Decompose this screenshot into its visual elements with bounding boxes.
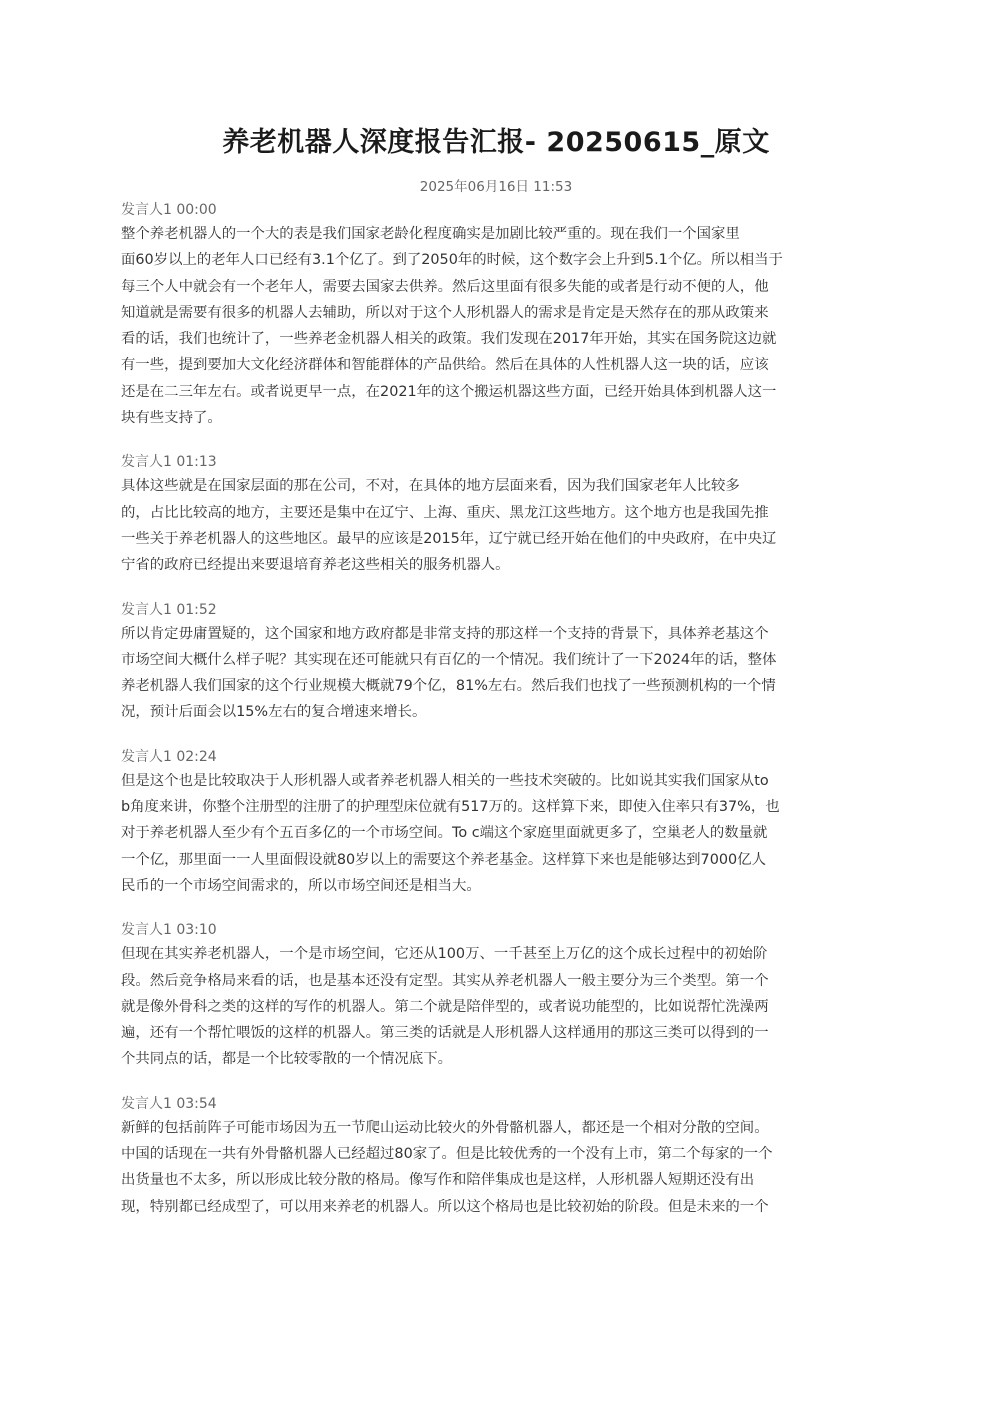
paragraph-line: 一个亿，那里面一一人里面假设就80岁以上的需要这个养老基金。这样算下来也是能够达到7000亿人 bbox=[121, 851, 766, 868]
paragraph-line: 中国的话现在一共有外骨骼机器人已经超过80家了。但是比较优秀的一个没有上市，第二个每家的一个 bbox=[121, 1146, 773, 1163]
paragraph-line: 面60岁以上的老年人口已经有3.1个亿了。到了2050年的时候，这个数字会上升到5.1个亿。所以相当于 bbox=[121, 252, 783, 269]
paragraph-line: 宁省的政府已经提出来要退培育养老这些相关的服务机器人。 bbox=[121, 557, 510, 574]
transcript-body bbox=[121, 199, 873, 1240]
speaker-timestamp: 发言人1 03:10 bbox=[121, 922, 217, 939]
paragraph-line: 就是像外骨科之类的这样的写作的机器人。第二个就是陪伴型的，或者说功能型的，比如说帮忙洗澡两 bbox=[121, 998, 769, 1015]
speaker-timestamp: 发言人1 02:24 bbox=[121, 748, 217, 765]
transcript-paragraph bbox=[121, 941, 873, 1072]
paragraph-line: 但现在其实养老机器人，一个是市场空间，它还从100万、一千甚至上万亿的这个成长过程中的初始阶 bbox=[121, 946, 768, 963]
paragraph-line: 具体这些就是在国家层面的那在公司，不对，在具体的地方层面来看，因为我们国家老年人比较多 bbox=[121, 478, 740, 495]
transcript-section bbox=[121, 746, 873, 899]
paragraph-line: 所以肯定毋庸置疑的，这个国家和地方政府都是非常支持的那这样一个支持的背景下，具体养老基这个 bbox=[121, 625, 769, 642]
paragraph-line: 出货量也不太多，所以形成比较分散的格局。像写作和陪伴集成也是这样，人形机器人短期还没有出 bbox=[121, 1172, 755, 1189]
paragraph-line: 有一些，提到要加大文化经济群体和智能群体的产品供给。然后在具体的人性机器人这一块的话，应该 bbox=[121, 357, 769, 374]
paragraph-line: 新鲜的包括前阵子可能市场因为五一节爬山运动比较火的外骨骼机器人，都还是一个相对分散的空间。 bbox=[121, 1119, 769, 1136]
transcript-paragraph bbox=[121, 621, 873, 726]
document-title: 养老机器人深度报告汇报- 20250615_原文 bbox=[222, 127, 770, 158]
speaker-timestamp: 发言人1 01:52 bbox=[121, 601, 217, 618]
transcript-section bbox=[121, 199, 873, 431]
document-date: 2025年06月16日 11:53 bbox=[419, 179, 573, 195]
transcript-paragraph bbox=[121, 768, 873, 899]
paragraph-line: 整个养老机器人的一个大的表是我们国家老龄化程度确实是加剧比较严重的。现在我们一个国家里 bbox=[121, 226, 740, 242]
paragraph-line: 况，预计后面会以15%左右的复合增速来增长。 bbox=[121, 704, 427, 721]
transcript-paragraph bbox=[121, 1115, 873, 1220]
transcript-paragraph bbox=[121, 473, 873, 578]
speaker-timestamp: 发言人1 00:00 bbox=[121, 202, 217, 218]
transcript-section bbox=[121, 919, 873, 1072]
paragraph-line: 对于养老机器人至少有个五百多亿的一个市场空间。To c端这个家庭里面就更多了，空巢老人的数量就 bbox=[121, 825, 768, 842]
paragraph-line: 个共同点的话，都是一个比较零散的一个情况底下。 bbox=[121, 1051, 452, 1068]
paragraph-line: 块有些支持了。 bbox=[121, 410, 222, 427]
paragraph-line: 养老机器人我们国家的这个行业规模大概就79个亿，81%左右。然后我们也找了一些预测机构的一个情 bbox=[121, 678, 776, 695]
transcript-paragraph bbox=[121, 221, 873, 431]
speaker-timestamp: 发言人1 03:54 bbox=[121, 1095, 217, 1112]
transcript-section bbox=[121, 451, 873, 578]
paragraph-line: 民币的一个市场空间需求的，所以市场空间还是相当大。 bbox=[121, 877, 481, 894]
paragraph-line: 市场空间大概什么样子呢？其实现在还可能就只有百亿的一个情况。我们统计了一下2024年的话，整体 bbox=[121, 651, 777, 668]
paragraph-line: 段。然后竞争格局来看的话，也是基本还没有定型。其实从养老机器人一般主要分为三个类型。第一个 bbox=[121, 972, 769, 989]
transcript-section bbox=[121, 599, 873, 726]
paragraph-line: 知道就是需要有很多的机器人去辅助，所以对于这个人形机器人的需求是肯定是天然存在的那从政策来 bbox=[121, 304, 769, 321]
transcript-section bbox=[121, 1093, 873, 1220]
paragraph-line: 看的话，我们也统计了，一些养老金机器人相关的政策。我们发现在2017年开始，其实在国务院这边就 bbox=[121, 331, 777, 348]
paragraph-line: 但是这个也是比较取决于人形机器人或者养老机器人相关的一些技术突破的。比如说其实我们国家从to bbox=[121, 772, 769, 789]
paragraph-line: 还是在二三年左右。或者说更早一点，在2021年的这个搬运机器这些方面，已经开始具体到机器人这一 bbox=[121, 383, 777, 400]
paragraph-line: 现，特别都已经成型了，可以用来养老的机器人。所以这个格局也是比较初始的阶段。但是未来的一个 bbox=[121, 1198, 769, 1215]
speaker-timestamp: 发言人1 01:13 bbox=[121, 454, 217, 471]
paragraph-line: b角度来讲，你整个注册型的注册了的护理型床位就有517万的。这样算下来，即使入住率只有37%，也 bbox=[121, 799, 780, 816]
paragraph-line: 每三个人中就会有一个老年人，需要去国家去供养。然后这里面有很多失能的或者是行动不便的人，他 bbox=[121, 278, 769, 295]
paragraph-line: 一些关于养老机器人的这些地区。最早的应该是2015年，辽宁就已经开始在他们的中央政府，在中央辽 bbox=[121, 530, 777, 547]
paragraph-line: 遍，还有一个帮忙喂饭的这样的机器人。第三类的话就是人形机器人这样通用的那这三类可以得到的一 bbox=[121, 1025, 769, 1042]
paragraph-line: 的，占比比较高的地方，主要还是集中在辽宁、上海、重庆、黑龙江这些地方。这个地方也是我国先推 bbox=[121, 504, 769, 521]
